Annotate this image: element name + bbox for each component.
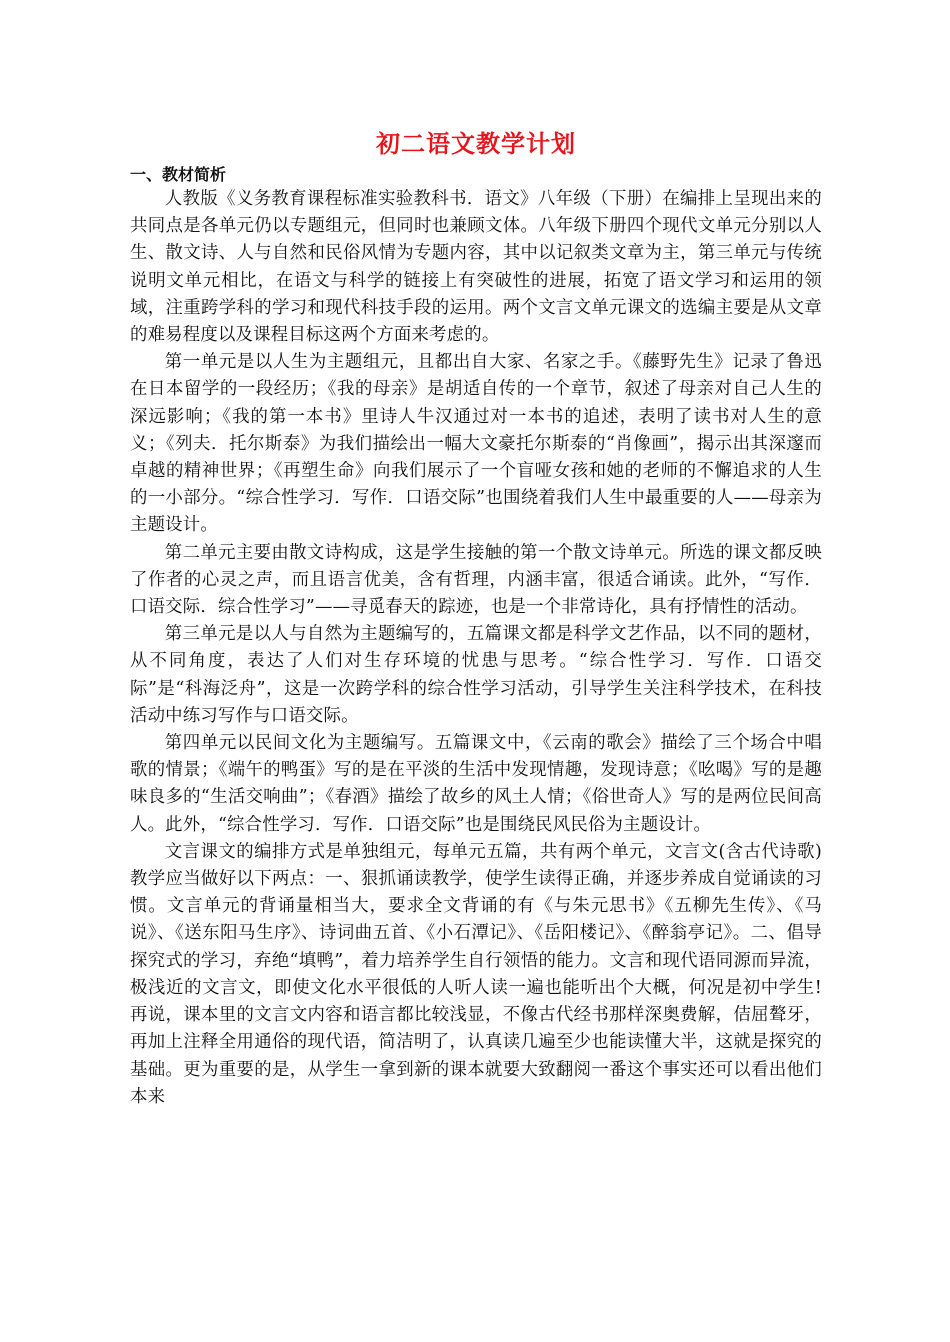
paragraph-classical-texts: 文言课文的编排方式是单独组元，每单元五篇，共有两个单元，文言文(含古代诗歌)教学应当做好以下两点：一、狠抓诵读教学，使学生读得正确，并逐步养成自觉诵读的习惯。文言单元的背诵量相当大，要求全文背诵的有《与朱元思书》《五柳先生传》、《马说》、《送东阳马生序》、诗词曲五首、《小石潭记》、《岳阳楼记》、《醉翁亭记》。二、倡导探究式的学习，弃绝“填鸭”，着力培养学生自行领悟的能力。文言和现代语同源而异流，极浅近的文言文，即使文化水平很低的人听人读一遍也能听出个大概，何况是初中学生!再说，课本里的文言文内容和语言都比较浅显，不像古代经书那样深奥费解，佶屈聱牙，再加上注释全用通俗的现代语，简洁明了，认真读几遍至少也能读懂大半，这就是探究的基础。更为重要的是，从学生一拿到新的课本就要大致翻阅一番这个事实还可以看出他们本来 bbox=[130, 841, 822, 1107]
paragraph-intro: 人教版《义务教育课程标准实验教科书．语文》八年级（下册）在编排上呈现出来的共同点是各单元仍以专题组元，但同时也兼顾文体。八年级下册四个现代文单元分别以人生、散文诗、人与自然和民俗风情为专题内容，其中以记叙类文章为主，第三单元与传统说明文单元相比，在语文与科学的链接上有突破性的进展，拓宽了语文学习和运用的领域，注重跨学科的学习和现代科技手段的运用。两个文言文单元课文的选编主要是从文章的难易程度以及课程目标这两个方面来考虑的。 bbox=[130, 189, 822, 346]
paragraph-unit-3: 第三单元是以人与自然为主题编写的，五篇课文都是科学文艺作品，以不同的题材，从不同角度，表达了人们对生存环境的忧患与思考。“综合性学习．写作．口语交际”是“科海泛舟”，这是一次跨学科的综合性学习活动，引导学生关注科学技术，在科技活动中练习写作与口语交际。 bbox=[130, 624, 822, 726]
paragraph-unit-4: 第四单元以民间文化为主题编写。五篇课文中，《云南的歌会》描绘了三个场合中唱歌的情景；《端午的鸭蛋》写的是在平淡的生活中发现情趣，发现诗意；《吆喝》写的是趣味良多的“生活交响曲”；《春酒》描绘了故乡的风土人情；《俗世奇人》写的是两位民间高人。此外，“综合性学习．写作．口语交际”也是围绕民风民俗为主题设计。 bbox=[130, 733, 822, 835]
document-page bbox=[130, 128, 822, 1111]
paragraph-unit-2: 第二单元主要由散文诗构成，这是学生接触的第一个散文诗单元。所选的课文都反映了作者的心灵之声，而且语言优美，含有哲理，内涵丰富，很适合诵读。此外，“写作．口语交际．综合性学习”——寻觅春天的踪迹，也是一个非常诗化，具有抒情性的活动。 bbox=[130, 542, 822, 618]
document-title: 初二语文教学计划 bbox=[376, 129, 576, 158]
paragraph-unit-1: 第一单元是以人生为主题组元，且都出自大家、名家之手。《藤野先生》记录了鲁迅在日本留学的一段经历；《我的母亲》是胡适自传的一个章节，叙述了母亲对自己人生的深远影响；《我的第一本书》里诗人牛汉通过对一本书的追述，表明了读书对人生的意义；《列夫．托尔斯泰》为我们描绘出一幅大文豪托尔斯泰的“肖像画”，揭示出其深邃而卓越的精神世界；《再塑生命》向我们展示了一个盲哑女孩和她的老师的不懈追求的人生的一小部分。“综合性学习．写作．口语交际”也围绕着我们人生中最重要的人——母亲为主题设计。 bbox=[130, 352, 822, 536]
section-heading: 一、教材简析 bbox=[130, 165, 227, 184]
